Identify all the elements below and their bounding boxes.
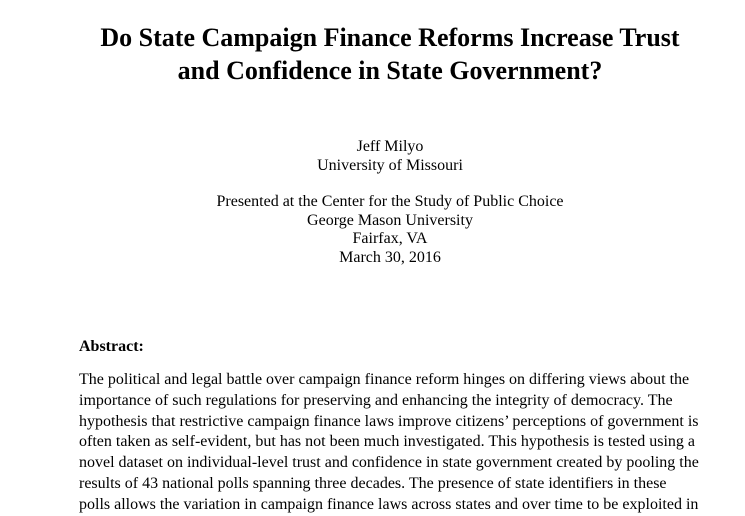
abstract-heading: Abstract:	[79, 338, 144, 355]
venue-block	[60, 193, 720, 267]
paper-title	[60, 21, 720, 87]
abstract-line: often taken as self-evident, but has not been much investigated. This hypothesis is tested using a	[79, 433, 696, 451]
title-line-2: and Confidence in State Government?	[177, 56, 603, 85]
venue-line-3: Fairfax, VA	[352, 230, 428, 247]
abstract-body	[79, 370, 719, 516]
author-affiliation: University of Missouri	[317, 156, 463, 174]
abstract-line: novel dataset on individual-level trust and confidence in state government created by pooling the	[79, 454, 699, 472]
abstract-line: importance of such regulations for preserving and enhancing the integrity of democracy. The	[79, 391, 673, 409]
author-name: Jeff Milyo	[356, 138, 424, 155]
venue-date: March 30, 2016	[339, 248, 441, 266]
venue-line-1: Presented at the Center for the Study of Public Choice	[216, 193, 564, 210]
abstract-line: hypothesis that restrictive campaign finance laws improve citizens’ perceptions of government is	[79, 412, 699, 430]
author-block	[60, 138, 720, 175]
abstract-line: results of 43 national polls spanning three decades. The presence of state identifiers in these	[79, 474, 667, 492]
abstract-line: The political and legal battle over campaign finance reform hinges on differing views about the	[79, 371, 690, 388]
title-line-1: Do State Campaign Finance Reforms Increase Trust	[100, 23, 680, 52]
abstract-line: polls allows the variation in campaign finance laws across states and over time to be exploited in	[79, 495, 699, 513]
venue-line-2: George Mason University	[307, 211, 473, 229]
